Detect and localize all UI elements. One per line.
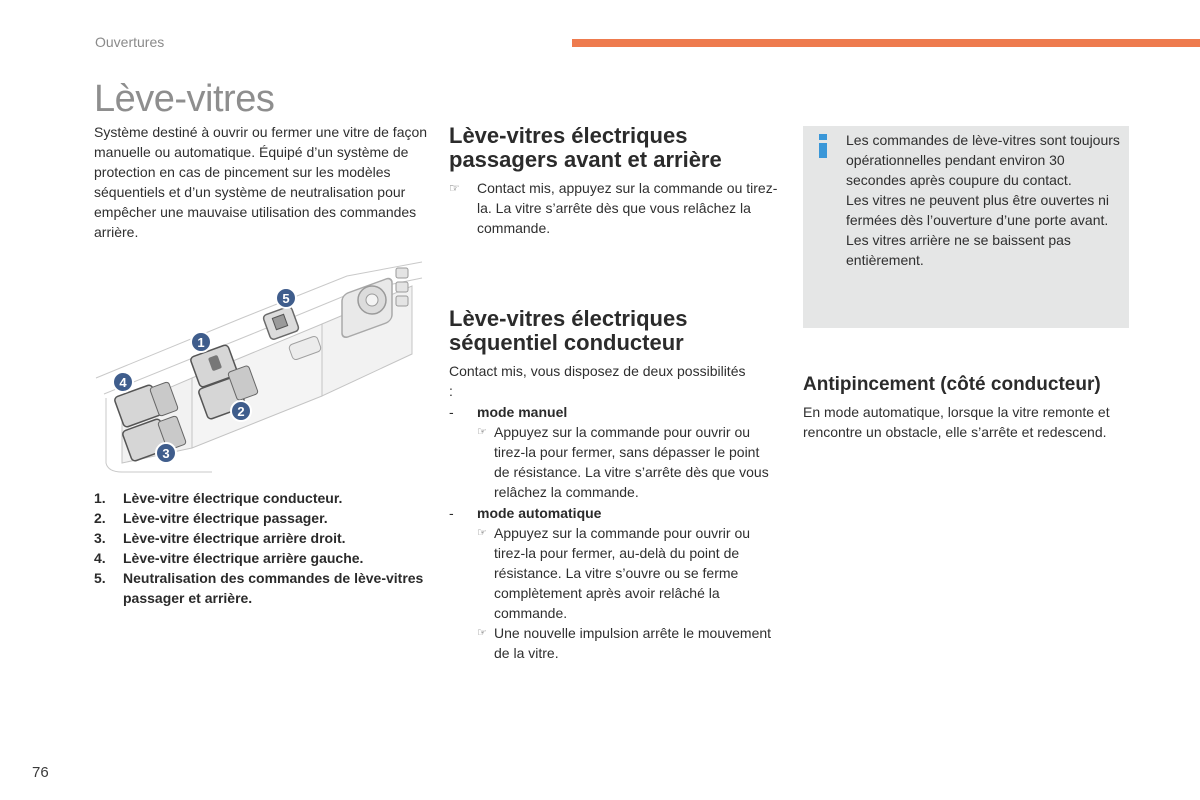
antipinch-text: En mode automatique, lorsque la vitre remonte et rencontre un obstacle, elle s’arrête et redescend. bbox=[803, 404, 1110, 440]
callout-1-label: 1 bbox=[197, 335, 205, 350]
manual-mode-bullets bbox=[477, 422, 777, 502]
callout-3 bbox=[156, 443, 176, 463]
diagram-legend bbox=[94, 488, 424, 608]
info-icon bbox=[818, 134, 828, 158]
hand-pointer-icon: ☞ bbox=[477, 527, 487, 539]
list-item bbox=[477, 623, 777, 663]
list-item-text: Une nouvelle impulsion arrête le mouvement de la vitre. bbox=[494, 625, 772, 661]
legend-item bbox=[94, 488, 424, 508]
legend-number: 5. bbox=[94, 570, 106, 586]
hand-pointer-icon: ☞ bbox=[477, 627, 487, 639]
info-text bbox=[846, 130, 1126, 270]
legend-number: 4. bbox=[94, 550, 106, 566]
passengers-heading: Lève-vitres électriques passagers avant et arrière bbox=[449, 123, 722, 172]
legend-text: Lève-vitre électrique conducteur. bbox=[123, 490, 343, 506]
callout-5-label: 5 bbox=[282, 291, 290, 306]
window-switch-panel-diagram bbox=[92, 258, 424, 480]
info-paragraph: Les commandes de lève-vitres sont toujours opérationnelles pendant environ 30 secondes après coupure du contact. bbox=[846, 132, 1120, 188]
legend-text: Lève-vitre électrique passager. bbox=[123, 510, 328, 526]
legend-text: Lève-vitre électrique arrière droit. bbox=[123, 530, 346, 546]
callout-3-label: 3 bbox=[162, 446, 170, 461]
callout-4 bbox=[113, 372, 133, 392]
callout-5 bbox=[276, 288, 296, 308]
passengers-instruction bbox=[449, 178, 779, 238]
hand-pointer-icon: ☞ bbox=[449, 181, 460, 195]
info-paragraph: Les vitres ne peuvent plus être ouvertes ni fermées dès l’ouverture d’une porte avant. bbox=[846, 192, 1110, 228]
hand-pointer-icon: ☞ bbox=[477, 426, 487, 438]
legend-item bbox=[94, 548, 424, 568]
legend-item bbox=[94, 568, 424, 608]
list-dash: - bbox=[449, 505, 454, 521]
legend-text: Lève-vitre électrique arrière gauche. bbox=[123, 550, 364, 566]
list-item-text: Appuyez sur la commande pour ouvrir ou tirez-la pour fermer, sans dépasser le point de résistance. La vitre s’arrête dès que vous relâchez la commande. bbox=[494, 424, 769, 500]
callout-2 bbox=[231, 401, 251, 421]
legend-number: 2. bbox=[94, 510, 106, 526]
auto-mode-bullets bbox=[477, 523, 777, 663]
list-dash: - bbox=[449, 404, 454, 420]
section-label: Ouvertures bbox=[95, 34, 165, 50]
passengers-instruction-text: Contact mis, appuyez sur la commande ou tirez-la. La vitre s’arrête dès que vous relâchez la commande. bbox=[477, 180, 778, 236]
antipinch-heading: Antipincement (côté conducteur) bbox=[803, 374, 1101, 395]
page-number: 76 bbox=[32, 764, 49, 781]
callout-4-label: 4 bbox=[119, 375, 127, 390]
legend-item bbox=[94, 508, 424, 528]
intro-paragraph: Système destiné à ouvrir ou fermer une vitre de façon manuelle ou automatique. Équipé d’un système de protection en cas de pincement sur les modèles séquentiels et d’un système de neutralisation pour empêcher une mauvaise utilisation des commandes arrière. bbox=[94, 124, 428, 240]
list-item bbox=[477, 523, 777, 623]
info-paragraph: Les vitres arrière ne se baissent pas entièrement. bbox=[846, 232, 1071, 268]
list-item-text: Appuyez sur la commande pour ouvrir ou tirez-la pour fermer, au-delà du point de résistance. La vitre s’ouvre ou se ferme complètement après avoir relâché la commande. bbox=[494, 525, 751, 621]
callout-2-label: 2 bbox=[237, 404, 245, 419]
legend-text: Neutralisation des commandes de lève-vitres passager et arrière. bbox=[123, 570, 424, 606]
manual-mode-label: mode manuel bbox=[477, 404, 568, 420]
legend-number: 1. bbox=[94, 490, 106, 506]
legend-number: 3. bbox=[94, 530, 106, 546]
callout-1 bbox=[191, 332, 211, 352]
section-accent-bar bbox=[572, 39, 1200, 47]
sequential-heading: Lève-vitres électriques séquentiel conducteur bbox=[449, 306, 688, 355]
list-item bbox=[477, 422, 777, 502]
page-title: Lève-vitres bbox=[94, 78, 275, 120]
legend-item bbox=[94, 528, 424, 548]
sequential-intro: Contact mis, vous disposez de deux possibilités : bbox=[449, 363, 746, 399]
auto-mode-label: mode automatique bbox=[477, 505, 602, 521]
